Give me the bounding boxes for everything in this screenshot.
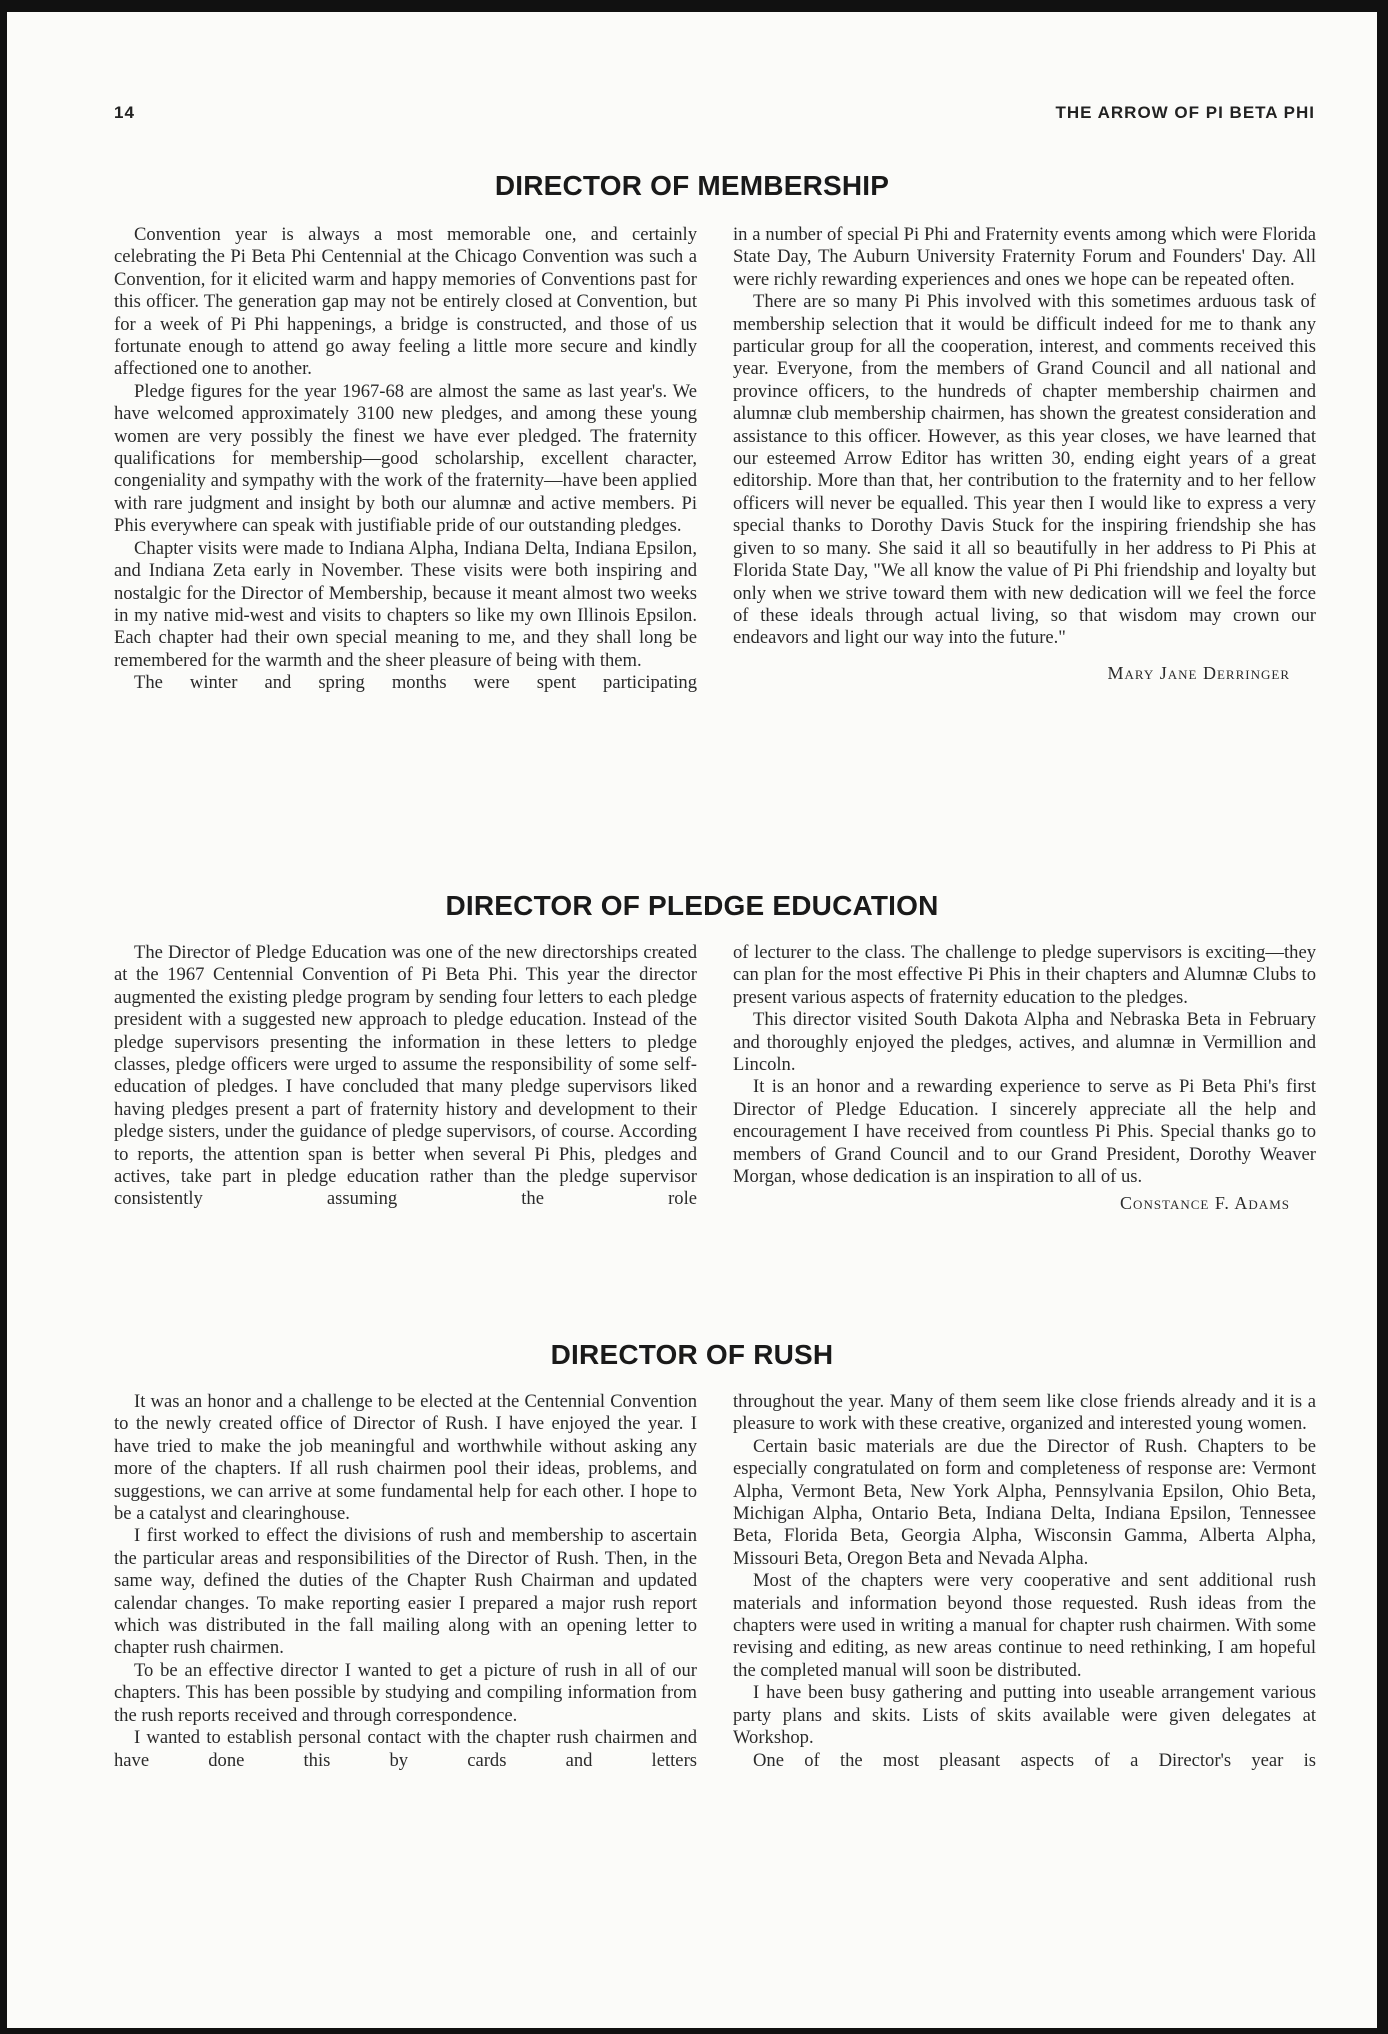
paragraph: Most of the chapters were very cooperative and sent additional rush materials and information beyond those requested. Rush ideas from the chapters were used in writing a manual for chapter rush chairmen. With some revising and editing, as new areas continue to need rethinking, I am hopeful the completed manual will soon be distributed. [733,1570,1316,1681]
paragraph: To be an effective director I wanted to get a picture of rush in all of our chapters. This has been possible by studying and compiling information from the rush reports received and through correspondence. [114,1659,697,1726]
pledge-right-column [733,942,1316,1215]
signature: Mary Jane Derringer [1107,662,1290,683]
paragraph: There are so many Pi Phis involved with this sometimes arduous task of membership selection that it would be difficult indeed for me to thank any particular group for all the cooperation, interest, and comments received this year. Everyone, from the members of Grand Council and all national and province officers, to the hundreds of chapter membership chairmen and alumnæ club membership chairmen, has shown the greatest consideration and assistance to this officer. However, as this year closes, we have learned that our esteemed Arrow Editor has written 30, ending eight years of a great editorship. More than that, her contribution to the fraternity and to her fellow officers will never be equalled. This year then I would like to express a very special thanks to Dorothy Davis Stuck for the inspiring friendship she has given to so many. She said it all so beautifully in her address to Pi Phis at Florida State Day, "We all know the value of Pi Phi friendship and loyalty but only when we strive toward them with new dedication will we feel the force of these ideals through actual living, so that wisdom may crown our endeavors and light our way into the future." [733,291,1316,649]
paragraph: It was an honor and a challenge to be elected at the Centennial Convention to the newly created office of Director of Rush. I have enjoyed the year. I have tried to make the job meaningful and worthwhile without asking any more of the chapters. If all rush chairmen pool their ideas, problems, and suggestions, we can arrive at some fundamental help for each other. I hope to be a catalyst and clearinghouse. [114,1391,697,1525]
membership-left-column [114,224,697,695]
paragraph: Chapter visits were made to Indiana Alpha, Indiana Delta, Indiana Epsilon, and Indiana Zeta early in November. These visits were both inspiring and nostalgic for the Director of Membership, because it meant almost two weeks in my native mid-west and visits to chapters so like my own Illinois Epsilon. Each chapter had their own special meaning to me, and they shall long be remembered for the warmth and the sheer pleasure of being with them. [114,537,697,671]
paragraph: I first worked to effect the divisions of rush and membership to ascertain the particular areas and responsibilities of the Director of Rush. Then, in the same way, defined the duties of the Chapter Rush Chairman and updated calendar changes. To make reporting easier I prepared a major rush report which was distributed in the fall mailing along with an opening letter to chapter rush chairmen. [114,1525,697,1659]
running-title: THE ARROW OF PI BETA PHI [1055,103,1315,122]
page-number: 14 [114,103,135,122]
document-page [7,12,1377,2028]
paragraph: The winter and spring months were spent participating [134,672,697,694]
paragraph: I have been busy gathering and putting into useable arrangement various party plans and skits. Lists of skits available were given delegates at Workshop. [733,1682,1316,1749]
paragraph: throughout the year. Many of them seem like close friends already and it is a pleasure to work with these creative, organized and interested young women. [733,1391,1316,1435]
paragraph: This director visited South Dakota Alpha and Nebraska Beta in February and thoroughly enjoyed the pledges, actives, and alumnæ in Vermillion and Lincoln. [733,1009,1316,1076]
paragraph: of lecturer to the class. The challenge to pledge supervisors is exciting—they can plan for the most effective Pi Phis in their chapters and Alumnæ Clubs to present various aspects of fraternity education to the pledges. [733,942,1316,1008]
paragraph: Certain basic materials are due the Director of Rush. Chapters to be especially congratulated on form and completeness of response are: Vermont Alpha, Vermont Beta, New York Alpha, Pennsylvania Epsilon, Ohio Beta, Michigan Alpha, Ontario Beta, Indiana Delta, Indiana Epsilon, Tennessee Beta, Florida Beta, Georgia Alpha, Wisconsin Gamma, Alberta Alpha, Missouri Beta, Oregon Beta and Nevada Alpha. [733,1435,1316,1569]
signature: Constance F. Adams [1120,1193,1290,1214]
paragraph: I wanted to establish personal contact with the chapter rush chairmen and have done this by cards and letters [114,1727,697,1771]
paragraph: It is an honor and a rewarding experience to serve as Pi Beta Phi's first Director of Pledge Education. I sincerely appreciate all the help and encouragement I have received from countless Pi Phis. Special thanks go to members of Grand Council and to our Grand President, Dorothy Weaver Morgan, whose dedication is an inspiration to all of us. [733,1076,1316,1188]
membership-right-column [733,224,1316,684]
section-title-pledge-education: DIRECTOR OF PLEDGE EDUCATION [445,890,939,921]
section-title-membership: DIRECTOR OF MEMBERSHIP [494,170,890,201]
rush-right-column [733,1391,1316,1772]
section-title-rush: DIRECTOR OF RUSH [550,1339,834,1370]
rush-left-column [114,1391,697,1772]
paragraph: One of the most pleasant aspects of a Director's year is [753,1749,1316,1771]
paragraph: Convention year is always a most memorable one, and certainly celebrating the Pi Beta Phi Centennial at the Chicago Convention was such a Convention, for it elicited warm and happy memories of Conventions past for this officer. The generation gap may not be entirely closed at Convention, but for a week of Pi Phi happenings, a bridge is constructed, and those of us fortunate enough to attend go away feeling a little more secure and kindly affectioned one to another. [114,224,697,380]
paragraph: in a number of special Pi Phi and Fraternity events among which were Florida State Day, The Auburn University Fraternity Forum and Founders' Day. All were richly rewarding experiences and ones we hope can be repeated often. [733,224,1316,290]
paragraph: The Director of Pledge Education was one of the new directorships created at the 1967 Centennial Convention of Pi Beta Phi. This year the director augmented the existing pledge program by sending four letters to each pledge president with a suggested new approach to pledge education. Instead of the pledge supervisors presenting the information in these letters to pledge classes, pledge officers were urged to assume the responsibility of some self-education of pledges. I have concluded that many pledge supervisors liked having pledges present a part of fraternity history and development to their pledge sisters, under the guidance of pledge supervisors, of course. According to reports, the attention span is better when several Pi Phis, pledges and actives, take part in pledge education rather than the pledge supervisor consistently assuming the role [114,942,697,1210]
pledge-left-column [114,942,697,1211]
paragraph: Pledge figures for the year 1967-68 are almost the same as last year's. We have welcomed approximately 3100 new pledges, and among these young women are very possibly the finest we have ever pledged. The fraternity qualifications for membership—good scholarship, excellent character, congeniality and sympathy with the work of the fraternity—have been applied with rare judgment and insight by both our alumnæ and active members. Pi Phis everywhere can speak with justifiable pride of our outstanding pledges. [114,380,697,537]
